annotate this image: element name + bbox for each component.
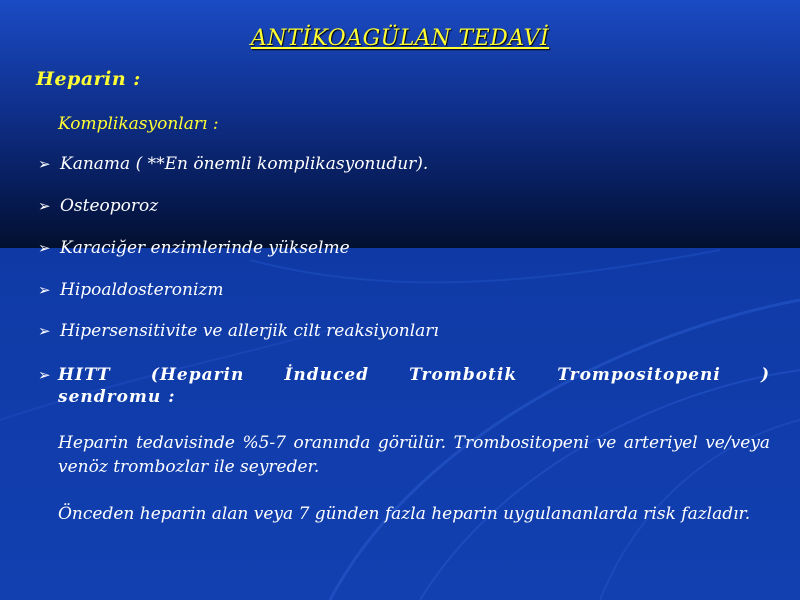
arrow-bullet-icon: ➢	[38, 155, 51, 173]
bullet-item: ➢ Kanama ( **En önemli komplikasyonudur).	[38, 154, 429, 174]
hitt-heading	[38, 364, 770, 408]
arrow-bullet-icon: ➢	[38, 281, 51, 299]
arrow-bullet-icon: ➢	[38, 366, 52, 384]
arrow-bullet-icon: ➢	[38, 197, 51, 215]
heading-heparin: Heparin :	[36, 68, 141, 90]
paragraph-incidence: Heparin tedavisinde %5-7 oranında görülür. Trombositopeni ve arteriyel ve/veya venöz trombozlar ile seyreder.	[58, 433, 770, 477]
bullet-item: ➢ Karaciğer enzimlerinde yükselme	[38, 238, 350, 258]
bullet-item: ➢ Osteoporoz	[38, 196, 159, 216]
hitt-heading-line1: HITT (Heparin İnduced Trombotik Trompositopeni )	[58, 365, 770, 385]
arrow-bullet-icon: ➢	[38, 322, 51, 340]
bullet-item: ➢ Hipersensitivite ve allerjik cilt reaksiyonları	[38, 321, 439, 341]
paragraph-risk: Önceden heparin alan veya 7 günden fazla heparin uygulananlarda risk fazladır.	[58, 504, 751, 524]
hitt-heading-line2: sendromu :	[58, 387, 176, 407]
slide-title: ANTİKOAGÜLAN TEDAVİ	[250, 26, 550, 51]
subheading-complications: Komplikasyonları :	[58, 114, 219, 134]
arrow-bullet-icon: ➢	[38, 239, 51, 257]
bullet-item: ➢ Hipoaldosteronizm	[38, 280, 224, 300]
